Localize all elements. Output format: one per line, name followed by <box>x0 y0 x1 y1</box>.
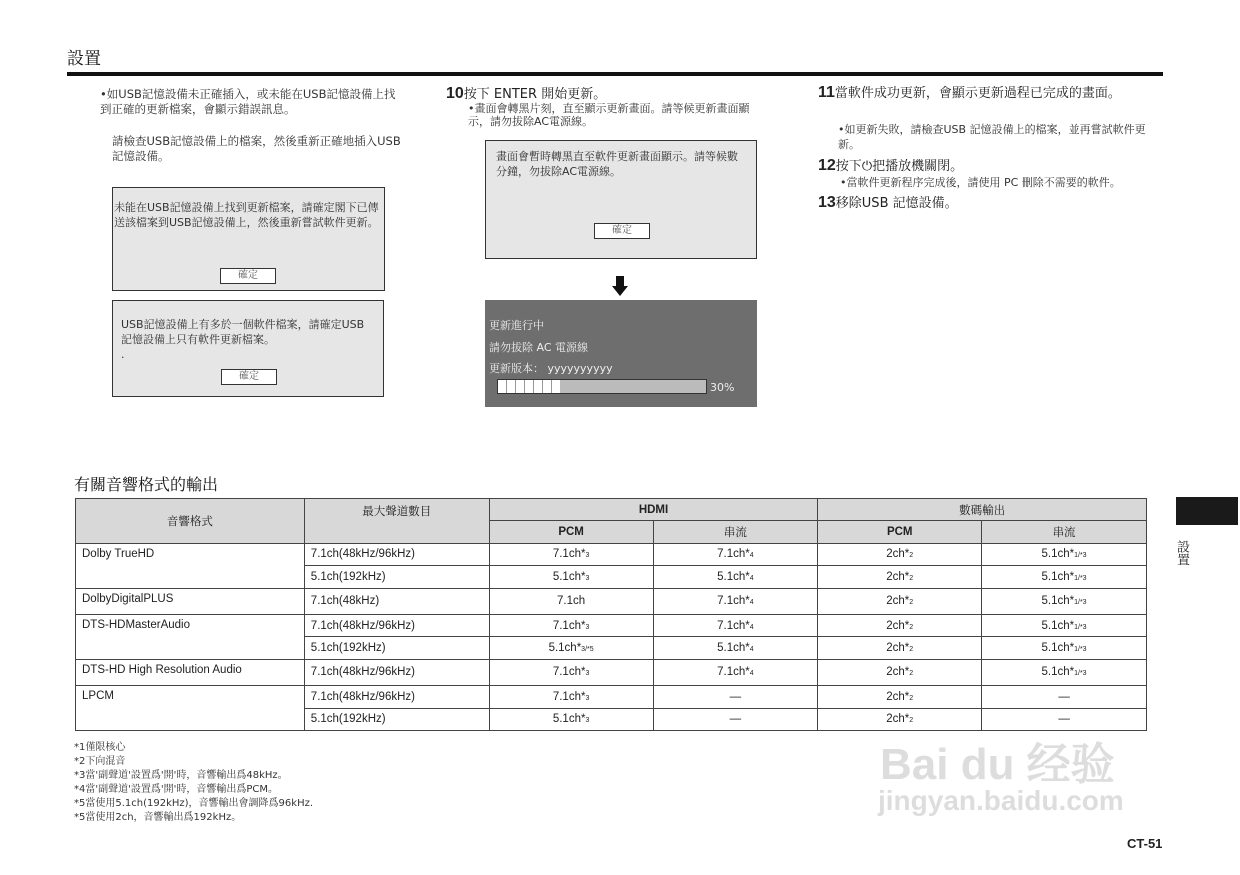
max-channels-cell <box>304 614 489 636</box>
section-title: 設置 <box>67 49 101 69</box>
hdmi-bitstream-cell <box>653 708 818 730</box>
digital-pcm-cell <box>818 637 982 659</box>
table-row <box>76 614 1147 636</box>
cell-value: 5.1ch(192kHz) <box>310 570 386 583</box>
error-dialog-multiple-files <box>112 300 384 397</box>
max-channels-cell <box>304 637 489 659</box>
footnote-ref: 4 <box>749 623 754 631</box>
error-dialog-no-file <box>112 187 385 291</box>
table-row <box>76 686 1147 708</box>
footnote-ref: 1/*3 <box>1074 670 1087 678</box>
format-cell: DTS-HD High Resolution Audio <box>76 659 305 685</box>
progress-bar <box>497 379 707 394</box>
max-channels-cell <box>304 708 489 730</box>
hdmi-bitstream-cell <box>653 637 818 659</box>
footnote-ref: 2 <box>909 574 914 582</box>
step-number: 10 <box>446 85 464 102</box>
step-text: 把播放機關閉。 <box>872 159 964 174</box>
header-rule <box>67 72 1163 76</box>
audio-format-table <box>75 498 1147 731</box>
digital-bitstream-cell <box>982 686 1147 708</box>
progress-version: 更新版本： yyyyyyyyyy <box>489 362 613 375</box>
cell-value: 5.1ch* <box>1041 666 1075 679</box>
cell-value: 7.1ch(48kHz/96kHz) <box>310 548 415 561</box>
hdmi-pcm-cell <box>489 659 653 685</box>
hdmi-pcm-cell <box>489 543 653 565</box>
side-tab-label: 設置 <box>1174 540 1189 566</box>
cell-value: 7.1ch* <box>552 548 586 561</box>
cell-value: 5.1ch* <box>1041 570 1075 583</box>
footnote-ref: 2 <box>909 599 914 607</box>
blank-screen-dialog <box>485 140 757 259</box>
step-12-bullet: •當軟件更新程序完成後，請使用 PC 刪除不需要的軟件。 <box>840 176 1121 189</box>
footnote-ref: 1/*3 <box>1074 574 1087 582</box>
step-text: 當軟件成功更新，會顯示更新過程已完成的畫面。 <box>834 86 1121 101</box>
header-format: 音響格式 <box>76 499 305 544</box>
format-cell: Dolby TrueHD <box>76 543 305 588</box>
hdmi-pcm-cell <box>489 637 653 659</box>
cell-value: 7.1ch(48kHz) <box>310 595 380 608</box>
footnote-ref: 4 <box>749 599 754 607</box>
cell-value: 5.1ch* <box>552 570 586 583</box>
cell-value: 2ch* <box>886 548 910 561</box>
step-11 <box>818 84 1158 103</box>
footnote-ref: 1/*3 <box>1074 552 1087 560</box>
footnote-ref: 3 <box>585 552 590 560</box>
digital-bitstream-cell <box>982 543 1147 565</box>
hdmi-bitstream-cell <box>653 659 818 685</box>
footnote-ref: 3 <box>585 694 590 702</box>
watermark-url: jingyan.baidu.com <box>878 785 1124 816</box>
hdmi-pcm-cell <box>489 566 653 588</box>
format-cell: LPCM <box>76 686 305 731</box>
table-row <box>76 588 1147 614</box>
digital-bitstream-cell <box>982 566 1147 588</box>
step-text: 按下 ENTER 開始更新。 <box>463 87 607 102</box>
cell-value: — <box>729 713 742 726</box>
dialog-message: 畫面會暫時轉黑直至軟件更新畫面顯示。請等候數分鐘，勿拔除AC電源線。 <box>496 150 738 178</box>
cell-value: 2ch* <box>886 642 910 655</box>
step-number: 13 <box>818 194 836 211</box>
footnote-ref: 3/*5 <box>581 646 594 654</box>
cell-value: 2ch* <box>886 570 910 583</box>
footnote: *2下向混音 <box>74 756 126 767</box>
hdmi-bitstream-cell <box>653 543 818 565</box>
arrow-down-icon <box>612 276 628 296</box>
cell-value: 5.1ch(192kHz) <box>310 713 386 726</box>
header-hdmi-bitstream: 串流 <box>653 521 818 543</box>
footnote-ref: 2 <box>909 717 914 725</box>
header-hdmi-pcm: PCM <box>489 521 653 543</box>
header-digital-bitstream: 串流 <box>982 521 1147 543</box>
hdmi-bitstream-cell <box>653 686 818 708</box>
footnote-ref: 3 <box>585 717 590 725</box>
table-row <box>76 543 1147 565</box>
hdmi-bitstream-cell <box>653 588 818 614</box>
power-icon: ⏻ <box>861 159 873 174</box>
table-title: 有關音響格式的輸出 <box>74 475 219 494</box>
format-cell: DolbyDigitalPLUS <box>76 588 305 614</box>
progress-status: 更新進行中 <box>489 319 544 332</box>
step-12 <box>818 155 963 175</box>
digital-bitstream-cell <box>982 588 1147 614</box>
max-channels-cell <box>304 543 489 565</box>
cell-value: 5.1ch* <box>717 642 750 655</box>
max-channels-cell <box>304 686 489 708</box>
page-number: CT-51 <box>1127 836 1163 851</box>
update-progress-screen <box>485 300 757 407</box>
side-tab-marker <box>1176 497 1238 525</box>
footnote-ref: 1/*3 <box>1074 646 1087 654</box>
footnote-ref: 1/*3 <box>1074 599 1087 607</box>
footnote-ref: 3 <box>585 670 590 678</box>
cell-value: 7.1ch <box>557 595 586 608</box>
step-10-bullet: •畫面會轉黑片刻，直至顯示更新畫面。請等候更新畫面顯示，請勿拔除AC電源線。 <box>468 102 750 128</box>
ok-button[interactable]: 確定 <box>221 369 277 385</box>
cell-value: 7.1ch* <box>552 619 586 632</box>
digital-pcm-cell <box>818 686 982 708</box>
footnotes <box>74 741 313 825</box>
header-digital-pcm: PCM <box>818 521 982 543</box>
digital-pcm-cell <box>818 588 982 614</box>
footnote: *1僅限核心 <box>74 742 126 753</box>
digital-pcm-cell <box>818 566 982 588</box>
max-channels-cell <box>304 659 489 685</box>
step-number: 11 <box>818 84 835 101</box>
cell-value: 7.1ch* <box>717 595 750 608</box>
cell-value: 7.1ch* <box>552 690 586 703</box>
hdmi-bitstream-cell <box>653 566 818 588</box>
header-hdmi: HDMI <box>489 499 818 521</box>
step-11-bullet: •如更新失敗，請檢查USB 記憶設備上的檔案，並再嘗試軟件更新。 <box>838 123 1146 151</box>
hdmi-pcm-cell <box>489 686 653 708</box>
cell-value: — <box>1058 713 1070 726</box>
max-channels-cell <box>304 566 489 588</box>
hdmi-bitstream-cell <box>653 614 818 636</box>
footnote-ref: 4 <box>749 646 754 654</box>
footnote-ref: 2 <box>909 670 914 678</box>
hdmi-pcm-cell <box>489 588 653 614</box>
progress-fill <box>498 380 560 393</box>
cell-value: 5.1ch(192kHz) <box>310 642 386 655</box>
footnote-ref: 4 <box>749 574 754 582</box>
cell-value: 7.1ch(48kHz/96kHz) <box>310 619 415 632</box>
footnote: *5當使用5.1ch(192kHz)，音響輸出會調降爲96kHz. <box>74 798 314 809</box>
dialog-dot: . <box>121 348 125 361</box>
footnote: *4當'副聲道'設置爲'開'時，音響輸出爲PCM。 <box>74 784 278 795</box>
footnote-ref: 3 <box>585 574 590 582</box>
digital-pcm-cell <box>818 659 982 685</box>
ok-button[interactable]: 確定 <box>594 223 650 239</box>
progress-warning: 請勿拔除 AC 電源線 <box>489 341 589 354</box>
dialog-message: 未能在USB記憶設備上找到更新檔案，請確定閣下已傳送該檔案到USB記憶設備上，然後重新嘗試軟件更新。 <box>114 201 379 229</box>
cell-value: 5.1ch* <box>1041 642 1075 655</box>
footnote: *3當'副聲道'設置爲'開'時，音響輸出爲48kHz。 <box>74 770 288 781</box>
hdmi-pcm-cell <box>489 614 653 636</box>
cell-value: 7.1ch* <box>717 548 750 561</box>
dialog-message: USB記憶設備上有多於一個軟件檔案，請確定USB記憶設備上只有軟件更新檔案。 <box>121 318 365 346</box>
cell-value: 5.1ch* <box>717 570 750 583</box>
cell-value: 5.1ch* <box>1041 619 1075 632</box>
footnote-ref: 2 <box>909 646 914 654</box>
cell-value: 2ch* <box>886 713 910 726</box>
digital-bitstream-cell <box>982 659 1147 685</box>
cell-value: 2ch* <box>886 619 910 632</box>
cell-value: 7.1ch* <box>717 666 750 679</box>
cell-value: 2ch* <box>886 595 910 608</box>
cell-value: 7.1ch* <box>717 619 750 632</box>
footnote-ref: 2 <box>909 694 914 702</box>
digital-bitstream-cell <box>982 614 1147 636</box>
step-13 <box>818 192 958 212</box>
left-bullet: •如USB記憶設備未正確插入，或未能在USB記憶設備上找到正確的更新檔案，會顯示錯誤訊息。 <box>100 87 396 116</box>
ok-button[interactable]: 確定 <box>220 268 276 284</box>
cell-value: — <box>729 690 742 703</box>
digital-pcm-cell <box>818 614 982 636</box>
cell-value: 5.1ch* <box>1041 548 1075 561</box>
cell-value: 7.1ch* <box>552 666 586 679</box>
cell-value: 5.1ch* <box>548 642 582 655</box>
cell-value: 2ch* <box>886 666 910 679</box>
step-number: 12 <box>818 157 836 174</box>
step-10 <box>446 83 606 103</box>
step-text: 按下 <box>835 159 862 174</box>
footnote: *5當使用2ch，音響輸出爲192kHz。 <box>74 812 242 823</box>
step-text: 移除USB 記憶設備。 <box>835 196 958 211</box>
footnote-ref: 4 <box>749 670 754 678</box>
digital-pcm-cell <box>818 543 982 565</box>
table-row <box>76 659 1147 685</box>
header-max-channels: 最大聲道數目 <box>304 499 489 544</box>
footnote-ref: 2 <box>909 623 914 631</box>
max-channels-cell <box>304 588 489 614</box>
footnote-ref: 2 <box>909 552 914 560</box>
cell-value: 7.1ch(48kHz/96kHz) <box>310 690 415 703</box>
left-note: 請檢查USB記憶設備上的檔案，然後重新正確地插入USB記憶設備。 <box>112 134 401 163</box>
footnote-ref: 4 <box>749 552 754 560</box>
progress-percent: 30% <box>710 381 735 394</box>
footnote-ref: 3 <box>585 623 590 631</box>
hdmi-pcm-cell <box>489 708 653 730</box>
digital-bitstream-cell <box>982 637 1147 659</box>
cell-value: 7.1ch(48kHz/96kHz) <box>310 666 415 679</box>
footnote-ref: 1/*3 <box>1074 623 1087 631</box>
cell-value: — <box>1058 690 1070 703</box>
cell-value: 5.1ch* <box>1041 595 1075 608</box>
watermark-logo: Bai du 经验 <box>880 740 1115 789</box>
header-digital: 數碼輸出 <box>818 499 1147 521</box>
cell-value: 5.1ch* <box>552 713 586 726</box>
format-cell: DTS-HDMasterAudio <box>76 614 305 659</box>
cell-value: 2ch* <box>886 690 910 703</box>
